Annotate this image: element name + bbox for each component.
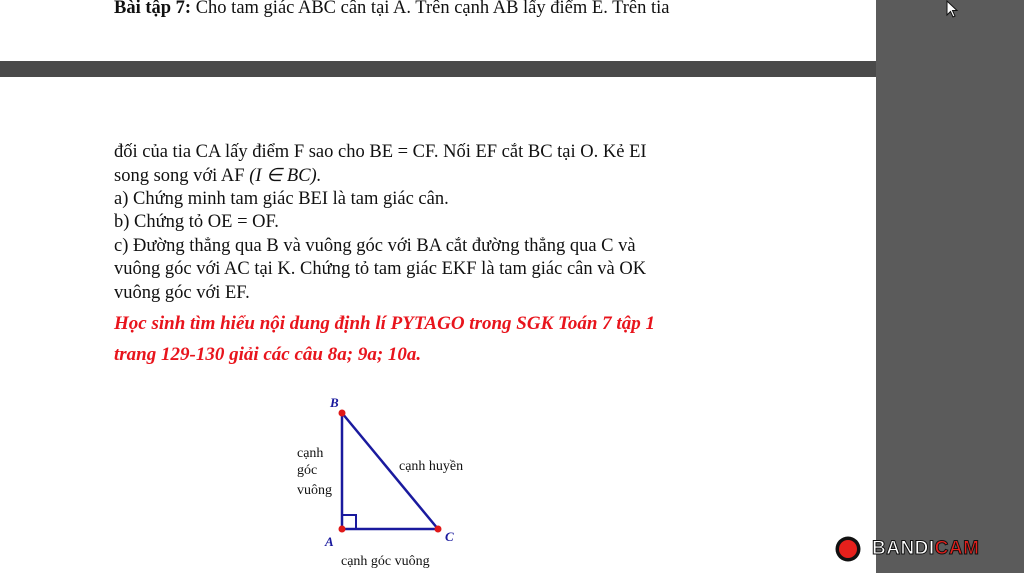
text-line-2 (114, 165, 321, 187)
math-inline-i-in-bc: (I ∈ BC). (249, 166, 322, 186)
text-line-1: đối của tia CA lấy điểm F sao cho BE = CF. Nối EF cắt BC tại O. Kẻ EI (114, 142, 647, 162)
label-c: C (445, 529, 454, 544)
right-triangle-diagram (290, 388, 490, 573)
label-leg-vertical-3: vuông (297, 483, 332, 498)
page-separator (0, 61, 876, 77)
exercise-number: Bài tập 7: (114, 0, 192, 18)
label-a: A (325, 534, 334, 549)
watermark-text-bandi: BANDI (872, 538, 935, 559)
exercise-title-line (114, 0, 670, 19)
watermark-text (872, 538, 979, 560)
record-icon (830, 532, 866, 566)
part-c-line-1: c) Đường thẳng qua B và vuông góc với BA cắt đường thẳng qua C và (114, 236, 636, 256)
part-c-line-2: vuông góc với AC tại K. Chứng tỏ tam giác EKF là tam giác cân và OK (114, 259, 647, 279)
bandicam-watermark (830, 532, 1010, 566)
pdf-page-previous (0, 0, 876, 61)
point-c (435, 526, 442, 533)
label-leg-vertical-1: cạnh (297, 446, 324, 461)
point-a (339, 526, 346, 533)
label-hypotenuse: cạnh huyền (399, 459, 464, 474)
mouse-cursor-icon (946, 0, 962, 20)
part-b-line: b) Chứng tỏ OE = OF. (114, 212, 279, 232)
note-line-2: trang 129-130 giải các câu 8a; 9a; 10a. (114, 344, 422, 365)
label-leg-horizontal: cạnh góc vuông (341, 554, 430, 569)
text-line-2-main: song song với AF (114, 166, 245, 186)
label-leg-vertical-2: góc (297, 463, 318, 478)
part-a-line: a) Chứng minh tam giác BEI là tam giác cân. (114, 189, 449, 209)
exercise-intro: Cho tam giác ABC cân tại A. Trên cạnh AB lấy điểm E. Trên tia (191, 0, 670, 18)
part-c-line-3: vuông góc với EF. (114, 283, 250, 303)
point-b (339, 410, 346, 417)
label-b: B (330, 395, 339, 410)
watermark-text-cam: CAM (934, 538, 980, 559)
note-line-1: Học sinh tìm hiểu nội dung định lí PYTAGO trong SGK Toán 7 tập 1 (114, 313, 655, 334)
